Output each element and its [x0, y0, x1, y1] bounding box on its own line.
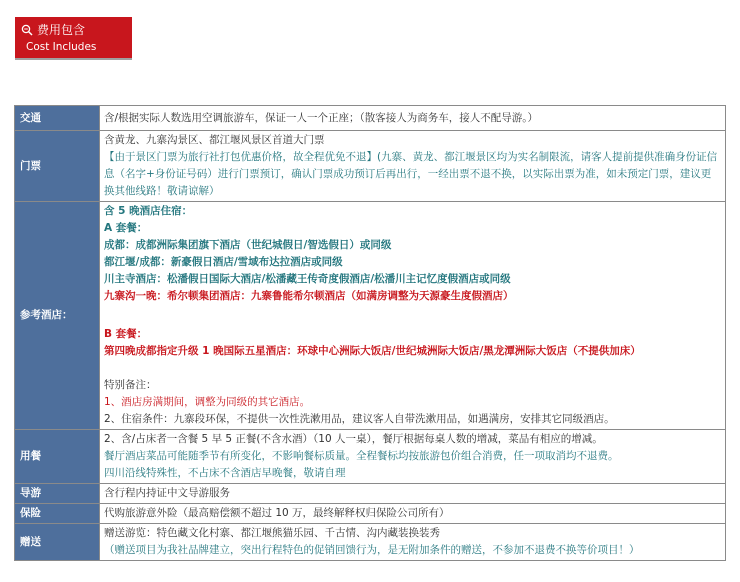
cost-table	[14, 105, 726, 561]
row-label-guide: 导游	[15, 484, 100, 504]
table-row	[15, 484, 726, 504]
header-underline	[15, 58, 132, 60]
hotel-remark-2: 2、住宿条件：九寨段环保，不提供一次性洗漱用品，建议客人自带洗漱用品，如遇满房，安排其它同级酒店。	[104, 413, 615, 425]
row-label-hotel: 参考酒店：	[15, 202, 100, 430]
meals-line-3: 四川沿线特殊性，不占床不含酒店早晚餐，敬请自理	[104, 467, 346, 479]
tickets-line: 含黄龙、九寨沟景区、都江堰风景区首道大门票	[104, 134, 325, 146]
cost-includes-header	[15, 17, 132, 58]
tickets-note: 【由于景区门票为旅行社打包优惠价格，故全程优免不退】(九寨、黄龙、都江堰景区均为实名制限流，请客人提前提供准确身份证信息（名字+身份证号码）进行门票预订，确认门票成功预订后再出行，一经出票不退不换，以实际出票为准，如未预定门票，建议更换其他线路！敬请谅解）	[104, 151, 718, 197]
row-label-gift: 赠送	[15, 524, 100, 561]
plan-a-heading: A 套餐：	[104, 222, 148, 234]
hotel-dujiangyan: 都江堰/成都：新豪假日酒店/雪域布达拉酒店或同级	[104, 256, 343, 268]
table-row	[15, 131, 726, 202]
gift-line-2: （赠送项目为我社品牌建立，突出行程特色的促销回馈行为，是无附加条件的赠送，不参加不退费不换等价项目！）	[104, 544, 640, 556]
meals-line-2: 餐厅酒店菜品可能随季节有所变化，不影响餐标质量。全程餐标均按旅游包价组合消费，任一项取消均不退费。	[104, 450, 619, 462]
table-row	[15, 524, 726, 561]
hotel-intro: 含 5 晚酒店住宿：	[104, 205, 193, 217]
row-label-meals: 用餐	[15, 430, 100, 484]
row-label-insurance: 保险	[15, 504, 100, 524]
table-row	[15, 106, 726, 131]
transport-text: 含/根据实际人数选用空调旅游车，保证一人一个正座；（散客接人为商务车，接人不配导游。）	[100, 106, 726, 131]
hotel-chuanzhu: 川主寺酒店：松潘假日国际大酒店/松潘藏王传奇度假酒店/松潘川主记忆度假酒店或同级	[104, 273, 511, 285]
row-label-transport: 交通	[15, 106, 100, 131]
plan-b-heading: B 套餐：	[104, 328, 148, 340]
header-subtitle: Cost Includes	[26, 41, 97, 53]
gift-line-1: 赠送游览：特色藏文化村寨、都江堰熊猫乐园、千古情、沟内藏装换装秀	[104, 527, 440, 539]
insurance-text: 代购旅游意外险（最高赔偿额不超过 10 万，最终解释权归保险公司所有）	[100, 504, 726, 524]
row-label-tickets: 门票	[15, 131, 100, 202]
table-row	[15, 202, 726, 430]
meals-line-1: 2、含/占床者一含餐 5 早 5 正餐(不含水酒）（10 人一桌），餐厅根据每桌人数的增减，菜品有相应的增减。	[104, 433, 603, 445]
hotel-jiuzhai: 九寨沟一晚：希尔顿集团酒店：九寨鲁能希尔顿酒店（如满房调整为天源豪生度假酒店）	[104, 290, 514, 302]
header-title: 费用包含	[37, 23, 86, 37]
hotel-remark-1: 1、酒店房满期间，调整为同级的其它酒店。	[104, 396, 311, 408]
guide-text: 含行程内持证中文导游服务	[100, 484, 726, 504]
special-remark-heading: 特别备注：	[104, 379, 157, 391]
table-row	[15, 504, 726, 524]
search-icon	[21, 24, 33, 36]
plan-b-detail: 第四晚成都指定升级 1 晚国际五星酒店：环球中心洲际大饭店/世纪城洲际大饭店/黑龙潭洲际大饭店（不提供加床）	[104, 345, 641, 357]
table-row	[15, 430, 726, 484]
hotel-chengdu: 成都：成都洲际集团旗下酒店（世纪城假日/智选假日）或同级	[104, 239, 392, 251]
